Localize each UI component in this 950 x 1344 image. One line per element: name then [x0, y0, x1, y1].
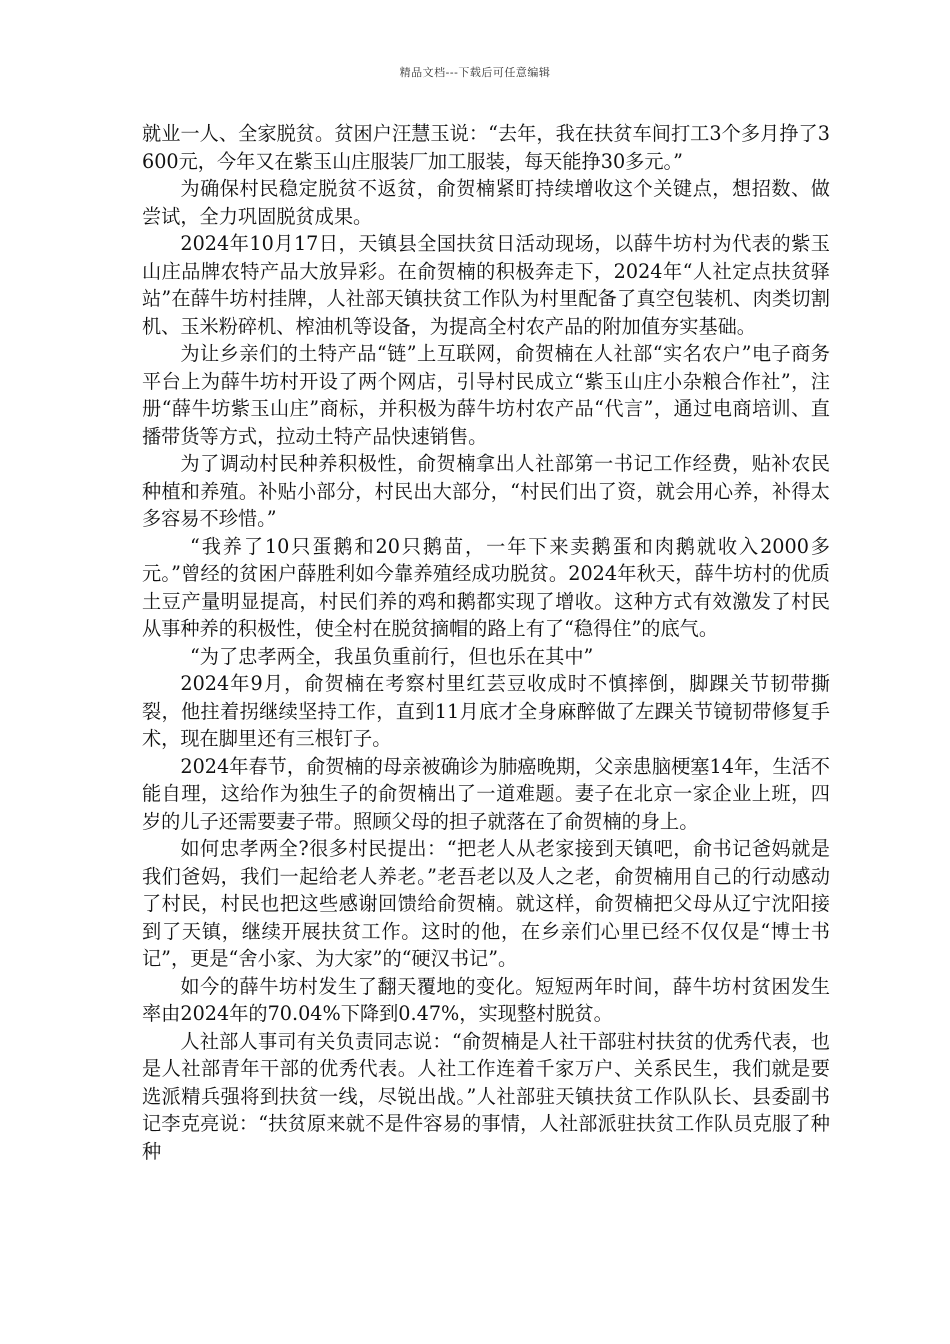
paragraph-11: 人社部人事司有关负责同志说：“俞贺楠是人社干部驻村扶贫的优秀代表，也是人社部青年干部的优秀代表。人社工作连着千家万户、关系民生，我们就是要选派精兵强将到扶贫一线，尽锐出战。”人社部驻天镇扶贫工作队队长、县委副书记李克亮说：“扶贫原来就不是件容易的事情，人社部派驻扶贫工作队员克服了种种 — [142, 1029, 830, 1163]
paragraph-9: 如何忠孝两全?很多村民提出：“把老人从老家接到天镇吧，俞书记爸妈就是我们爸妈，我们一起给老人养老。”老吾老以及人之老，俞贺楠用自己的行动感动了村民，村民也把这些感谢回馈给俞贺楠。就这样，俞贺楠把父母从辽宁沈阳接到了天镇，继续开展扶贫工作。这时的他，在乡亲们心里已经不仅仅是“博士书记”，更是“舍小家、为大家”的“硬汉书记”。 — [142, 837, 830, 970]
paragraph-8: 2024年春节，俞贺楠的母亲被确诊为肺癌晚期，父亲患脑梗塞14年，生活不能自理，这给作为独生子的俞贺楠出了一道难题。妻子在北京一家企业上班，四岁的儿子还需要妻子带。照顾父母的担子就落在了俞贺楠的身上。 — [142, 754, 830, 833]
paragraph-10: 如今的薛牛坊村发生了翻天覆地的变化。短短两年时间，薛牛坊村贫困发生率由2024年的70.04%下降到0.47%，实现整村脱贫。 — [142, 974, 830, 1025]
paragraph-2: 为确保村民稳定脱贫不返贫，俞贺楠紧盯持续增收这个关键点，想招数、做尝试，全力巩固脱贫成果。 — [142, 177, 830, 228]
paragraph-3: 2024年10月17日，天镇县全国扶贫日活动现场，以薛牛坊村为代表的紫玉山庄品牌农特产品大放异彩。在俞贺楠的积极奔走下，2024年“人社定点扶贫驿站”在薛牛坊村挂牌，人社部天镇扶贫工作队为村里配备了真空包装机、肉类切割机、玉米粉碎机、榨油机等设备，为提高全村农产品的附加值夯实基础。 — [142, 232, 830, 338]
paragraph-7: 2024年9月，俞贺楠在考察村里红芸豆收成时不慎摔倒，脚踝关节韧带撕裂，他拄着拐继续坚持工作，直到11月底才全身麻醉做了左踝关节镜韧带修复手术，现在脚里还有三根钉子。 — [142, 672, 830, 750]
paragraph-6: “我养了10只蛋鹅和20只鹅苗，一年下来卖鹅蛋和肉鹅就收入2000多元。”曾经的贫困户薛胜利如今靠养殖经成功脱贫。2024年秋天，薛牛坊村的优质土豆产量明显提高，村民们养的鸡和鹅都实现了增收。这种方式有效激发了村民从事种养的积极性，使全村在脱贫摘帽的路上有了“稳得住”的底气。 — [142, 534, 830, 640]
document-body — [142, 120, 830, 1165]
page-header: 精品文档---下载后可任意编辑 — [399, 66, 551, 79]
paragraph-4: 为让乡亲们的土特产品“链”上互联网，俞贺楠在人社部“实名农户”电子商务平台上为薛牛坊村开设了两个网店，引导村民成立“紫玉山庄小杂粮合作社”，注册“薛牛坊紫玉山庄”商标，并积极为薛牛坊村农产品“代言”，通过电商培训、直播带货等方式，拉动土特产品快速销售。 — [142, 342, 830, 448]
paragraph-1: 就业一人、全家脱贫。贫困户汪慧玉说：“去年，我在扶贫车间打工3个多月挣了3600元，今年又在紫玉山庄服装厂加工服装，每天能挣30多元。” — [142, 122, 830, 173]
paragraph-5: 为了调动村民种养积极性，俞贺楠拿出人社部第一书记工作经费，贴补农民种植和养殖。补贴小部分，村民出大部分，“村民们出了资，就会用心养，补得太多容易不珍惜。” — [142, 452, 830, 530]
section-subheading: “为了忠孝两全，我虽负重前行，但也乐在其中” — [190, 644, 594, 668]
